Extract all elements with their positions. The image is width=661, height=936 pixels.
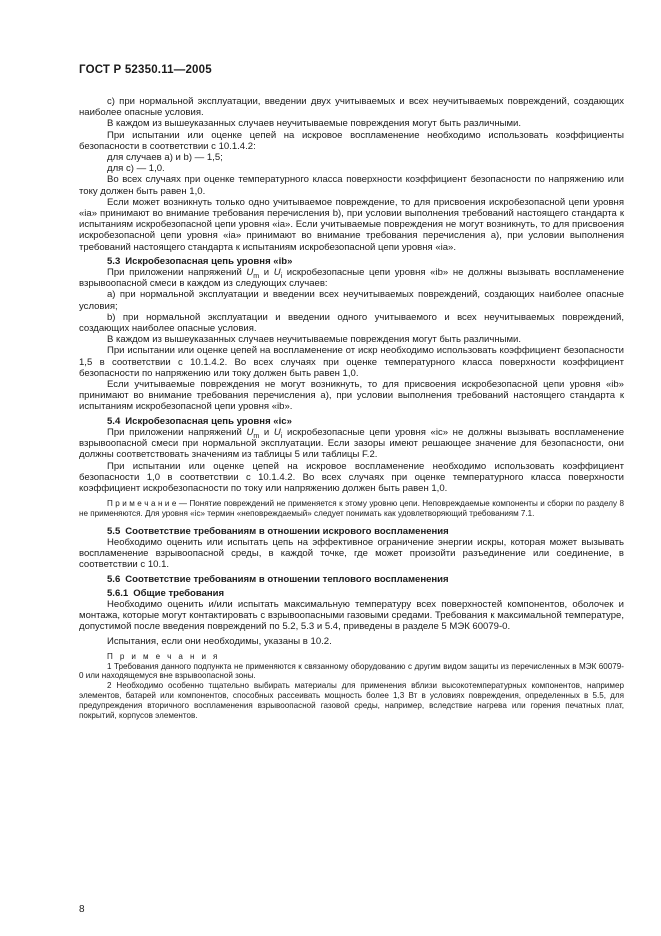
paragraph: с) при нормальной эксплуатации, введении двух учитываемых и всех неучитываемых повреждений, создающих наиболее опасные условия. — [79, 96, 624, 119]
note-text: 2 Необходимо особенно тщательно выбирать материалы для применения вблизи высокотемпературных компонентов, например элементов, батарей или компонентов, способных рассеивать мощность более 1,3 Вт в условиях повреждения, определенных в 5.5, для предупреждения вторичного воспламенения взрывоопасной газовой среды, например, вследствие нагрева или горения печатных плат, покрытий, корпусов элементов. — [79, 681, 624, 720]
page-header: ГОСТ Р 52350.11—2005 — [79, 64, 212, 76]
section-number: 5.5 — [107, 525, 121, 537]
paragraph: для с) — 1,0. — [107, 163, 165, 175]
paragraph: При испытании или оценке цепей на искровое воспламенение необходимо использовать коэффициенты безопасности в соответствии с 10.1.4.2: — [79, 129, 624, 152]
section-title: Общие требования — [133, 587, 225, 599]
section-title: Искробезопасная цепь уровня «ib» — [125, 255, 293, 267]
paragraph: В каждом из вышеуказанных случаев неучитываемые повреждения могут быть различными. — [107, 118, 522, 130]
section-heading-5-5 — [79, 526, 624, 537]
paragraph: При испытании или оценке цепей на воспламенение от искр необходимо использовать коэффициент безопасности 1,5 в соответствии с 10.1.4.2. Во всех случаях при оценке температурного класса поверхности коэффициент безопасности по напряжению или току должен быть равен 1,0. — [79, 345, 624, 379]
paragraph: При испытании или оценке цепей на искровое воспламенение необходимо использовать коэффициент безопасности 1,0 в соответствии с 10.1.4.2. Во всех случаях при оценке температурного класса поверхности коэффициент искробезопасности по току или напряжению должен быть равен 1,0. — [79, 460, 624, 494]
paragraph: а) при нормальной эксплуатации и введении всех неучитываемых повреждений, создающих наиболее опасные условия; — [79, 289, 624, 312]
paragraph: Если учитываемые повреждения не могут возникнуть, то для присвоения искробезопасной цепи уровня «ib» принимают во внимание требования перечисления а), при условии выполнения требований настоящего стандарта к испытаниям искробезопасной цепи уровня «ib». — [79, 379, 624, 413]
section-heading-5-6-1 — [79, 588, 624, 599]
note-text: — Понятие повреждений не применяется к этому уровню цепи. Неповреждаемые компоненты и сборки по разделу 8 не применяются. Для уровня «ic» термин «неповреждаемый» следует понимать как удовлетворяющий требованиям 7.1. — [79, 499, 624, 518]
paragraph: При приложении напряжений $U_m$ и $U_i$ искробезопасные цепи уровня «ib» не должны вызывать воспламенение взрывоопасной смеси в каждом из следующих случаев: — [79, 267, 625, 290]
paragraph: для случаев а) и b) — 1,5; — [107, 152, 223, 164]
section-title: Соответствие требованиям в отношении теплового воспламенения — [125, 573, 449, 585]
paragraph: При приложении напряжений $U_m$ и $U_i$ искробезопасные цепи уровня «ic» не должны вызывать воспламенение взрывоопасной смеси при нормальной эксплуатации. Если зазоры имеют решающее значение для безопасности, они должны соответствовать значениям из таблицы 5 или таблицы F.2. — [79, 426, 624, 461]
section-title: Искробезопасная цепь уровня «ic» — [125, 415, 292, 427]
paragraph: Необходимо оценить и/или испытать максимальную температуру всех поверхностей компонентов, оболочек и монтажа, которые могут контактировать с взрывоопасными газовыми средами. Требования к максимальной температуре, допустимой после введения повреждений по 5.2, 5.3 и 5.4, приведены в разделе 5 МЭК 60079-0. — [79, 598, 624, 633]
section-title: Соответствие требованиям в отношении искрового воспламенения — [125, 525, 449, 537]
note-paragraph — [79, 681, 624, 720]
note-heading: П р и м е ч а н и я — [107, 651, 220, 661]
paragraph: Во всех случаях при оценке температурного класса поверхности коэффициент безопасности по напряжению или току должен быть равен 1,0. — [79, 174, 624, 197]
note-text: 1 Требования данного подпункта не применяются к связанному оборудованию с другим видом защиты из перечисленных в МЭК 60079-0 или находящемуся вне взрывоопасной зоны. — [79, 661, 624, 681]
section-heading-5-4 — [79, 416, 624, 427]
note-paragraph — [79, 662, 624, 682]
note-label: П р и м е ч а н и е — [107, 499, 177, 509]
section-number: 5.6 — [107, 573, 121, 585]
paragraph: Испытания, если они необходимы, указаны в 10.2. — [107, 635, 332, 647]
page-number: 8 — [79, 904, 85, 915]
section-heading-5-3 — [79, 256, 624, 267]
paragraph: b) при нормальной эксплуатации и введении одного учитываемого и всех неучитываемых повреждений, создающих наиболее опасные условия. — [79, 311, 624, 335]
paragraph: В каждом из вышеуказанных случаев неучитываемые повреждения могут быть различными. — [107, 334, 522, 346]
note-paragraph — [79, 499, 624, 519]
paragraph: Необходимо оценить или испытать цепь на эффективное ограничение энергии искры, которая может вызывать воспламенение взрывоопасной среды, в каждой точке, где может произойти разъединение или соединение, в соответствии с 10.1. — [79, 536, 624, 571]
document-body — [79, 96, 624, 720]
section-number: 5.4 — [107, 415, 121, 427]
section-number: 5.3 — [107, 255, 121, 267]
section-number: 5.6.1 — [107, 587, 129, 599]
paragraph: Если может возникнуть только одно учитываемое повреждение, то для присвоения искробезопасной цепи уровня «ia» принимают во внимание требования перечисления b), при условии выполнения требований настоящего стандарта к испытаниям искробезопасной цепи уровня «ia». Если учитываемые повреждения не могут возникнуть, то для присвоения искробезопасной цепи уровня «ia» принимают во внимание требования перечисления а), при условии выполнения требований настоящего стандарта к испытаниям искробезопасной цепи уровня «ia». — [79, 196, 624, 253]
section-heading-5-6 — [79, 574, 624, 585]
